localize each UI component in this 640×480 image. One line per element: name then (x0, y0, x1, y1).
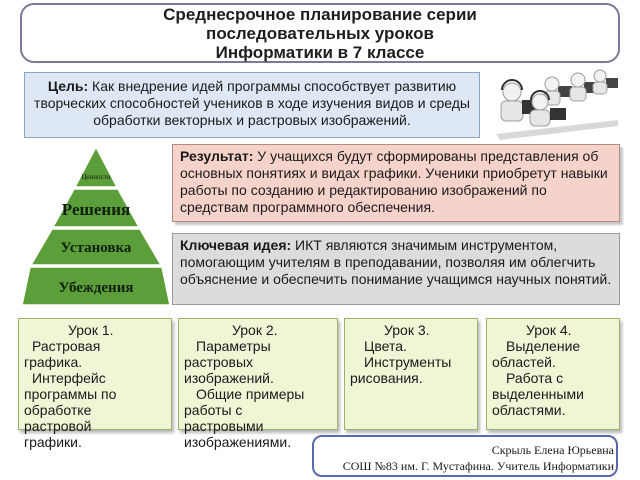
author-info (312, 442, 614, 474)
operators-with-headsets-icon (492, 68, 622, 140)
pyramid-level-1 (75, 147, 117, 187)
lesson-2-line: изображениями. (184, 434, 292, 450)
title-line-3: Информатики в 7 классе (215, 43, 425, 62)
author-name: Скрыль Елена Юрьевна (491, 443, 614, 457)
result-body: У учащихся будут сформированы представления об основных понятиях и видах графики. Ученики приобретут навыки работы по созданию и редактированию изображений по средствам программного обеспечения. (180, 148, 608, 215)
pyramid-label-1: Ценности (81, 173, 111, 181)
pyramid-label-2: Решения (61, 200, 131, 219)
lesson-1-line: обработке (24, 402, 92, 418)
lesson-3-line: рисования. (350, 370, 423, 386)
key-idea-text (180, 237, 614, 288)
pyramid-label-4: Убеждения (58, 280, 134, 296)
lesson-1-line: Растровая (32, 338, 101, 354)
lesson-2-line: растровых (184, 354, 254, 370)
lesson-1-line: Интерфейс (32, 370, 106, 386)
lesson-4-line: областями. (492, 402, 566, 418)
lesson-4-line: выделенными (492, 386, 584, 402)
lesson-4-line: Работа с (506, 370, 564, 386)
lesson-text-1 (24, 322, 170, 450)
lesson-3-line: Инструменты (364, 354, 452, 370)
key-idea-body: ИКТ являются значимым инструментом, помогающим учителям в преподавании, позволяя им облегчить объяснение и обеспечить понимание учащимся научных понятий. (180, 237, 612, 287)
goal-body: Как внедрение идей программы способствует развитию творческих способностей учеников в ходе изучения видов и среды обработки векторных и растровых изображений. (34, 78, 470, 128)
result-text (180, 148, 614, 216)
lesson-2-line: Параметры (196, 338, 271, 354)
pyramid-label-3: Установка (60, 240, 132, 256)
page-title (20, 5, 620, 62)
goal-text (28, 78, 476, 129)
lesson-text-3 (350, 322, 476, 386)
lesson-1-line: растровой (24, 418, 92, 434)
lesson-text-2 (184, 322, 336, 450)
lesson-4-line: Выделение (506, 338, 581, 354)
goal-label: Цель: (47, 78, 89, 94)
lesson-1-line: графика. (24, 354, 83, 370)
author-school: СОШ №83 им. Г. Мустафина. Учитель Информатики (342, 459, 614, 473)
title-line-2: последовательных уроков (206, 24, 434, 43)
lesson-4-line: областей. (492, 354, 556, 370)
values-pyramid (22, 145, 170, 307)
lesson-text-4 (492, 322, 618, 418)
key-idea-label: Ключевая идея: (180, 237, 292, 253)
title-line-1: Среднесрочное планирование серии (163, 5, 477, 24)
lesson-3-line: Цвета. (364, 338, 407, 354)
lesson-4-title: Урок 4. (526, 322, 572, 338)
lesson-2-title: Урок 2. (232, 322, 278, 338)
lesson-1-title: Урок 1. (68, 322, 114, 338)
lesson-2-line: работы с (184, 402, 243, 418)
lesson-2-line: растровыми (184, 418, 264, 434)
lesson-3-title: Урок 3. (384, 322, 430, 338)
lesson-2-line: Общие примеры (196, 386, 305, 402)
result-label: Результат: (180, 148, 254, 164)
lesson-1-line: графики. (24, 434, 82, 450)
lesson-2-line: изображений. (184, 370, 274, 386)
lesson-1-line: программы по (24, 386, 117, 402)
